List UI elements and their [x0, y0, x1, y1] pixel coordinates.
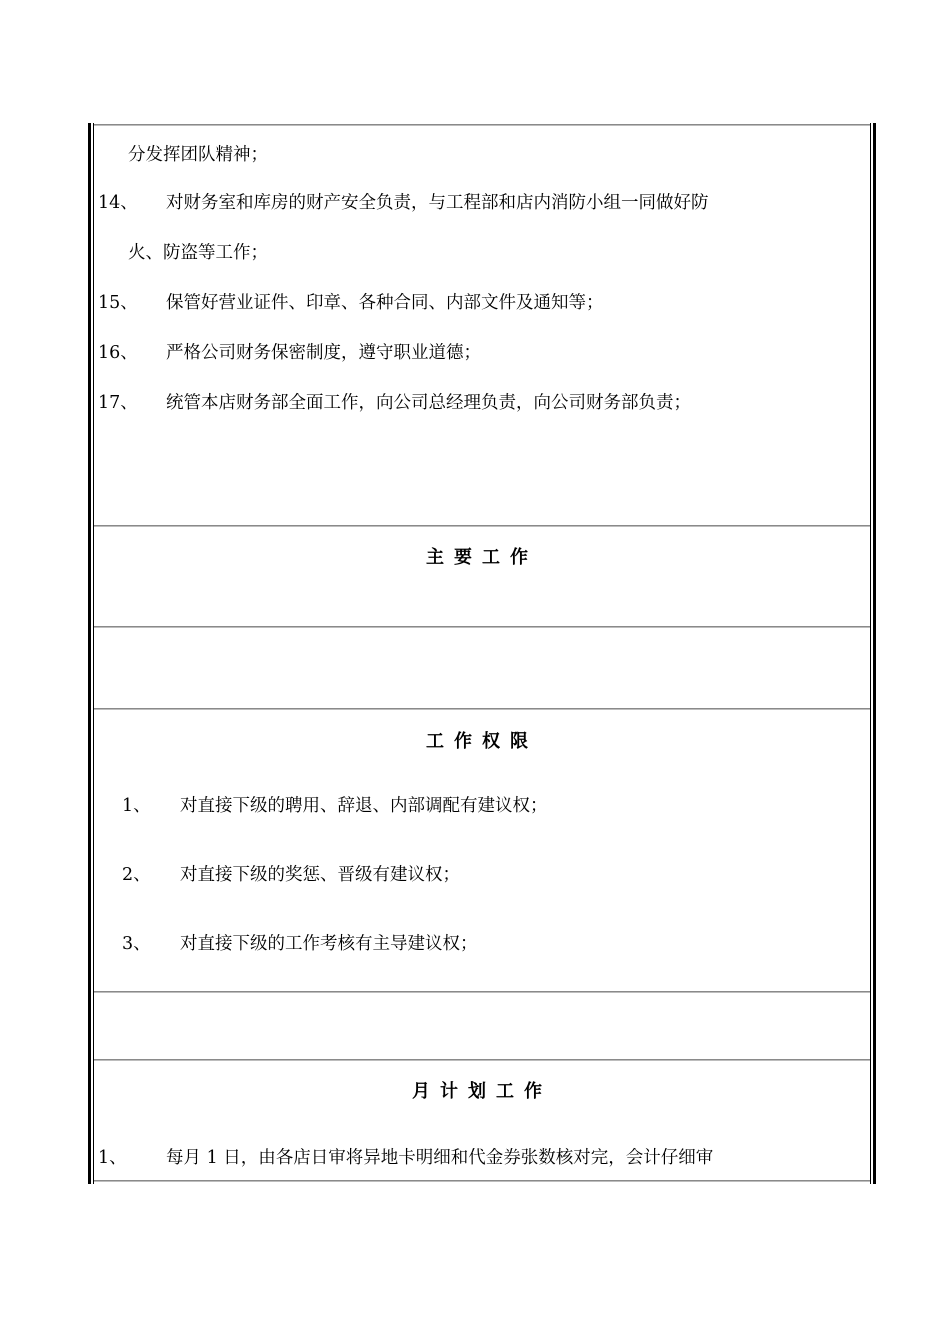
item-text: 统管本店财务部全面工作，向公司总经理负责，向公司财务部负责； [166, 393, 691, 413]
table-border-bottom [94, 1180, 870, 1182]
row-divider [94, 708, 870, 710]
table-border-right [873, 123, 876, 1184]
item-text: 对直接下级的工作考核有主导建议权； [180, 934, 478, 954]
item-text: 保管好营业证件、印章、各种合同、内部文件及通知等； [166, 293, 604, 313]
section-heading-monthly-plan: 月计划工作 [412, 1081, 552, 1102]
item-number: 1、 [122, 796, 151, 816]
row-divider [94, 991, 870, 993]
item-text: 对直接下级的奖惩、晋级有建议权； [180, 865, 460, 885]
continued-line: 分发挥团队精神； [128, 145, 268, 165]
item-text: 每月 1 日，由各店日审将异地卡明细和代金券张数核对完，会计仔细审 [166, 1148, 714, 1168]
row-divider [94, 626, 870, 628]
table-border-left-inner [93, 123, 94, 1184]
item-number: 3、 [122, 934, 151, 954]
item-text: 严格公司财务保密制度，遵守职业道德； [166, 343, 481, 363]
section-heading-main-work: 主要工作 [426, 547, 538, 568]
table-border-right-inner [870, 123, 871, 1184]
item-number: 15、 [98, 293, 138, 313]
item-number: 14、 [98, 193, 138, 213]
item-text-continued: 火、防盗等工作； [128, 243, 268, 263]
item-text: 对财务室和库房的财产安全负责，与工程部和店内消防小组一同做好防 [166, 193, 709, 213]
item-number: 2、 [122, 865, 151, 885]
section-heading-authority: 工作权限 [426, 731, 538, 752]
document-table [88, 123, 876, 1184]
row-divider [94, 525, 870, 527]
item-number: 1、 [98, 1148, 127, 1168]
table-border-top [94, 124, 870, 126]
item-text: 对直接下级的聘用、辞退、内部调配有建议权； [180, 796, 548, 816]
table-border-left [88, 123, 91, 1184]
item-number: 17、 [98, 393, 138, 413]
row-divider [94, 1059, 870, 1061]
item-number: 16、 [98, 343, 138, 363]
